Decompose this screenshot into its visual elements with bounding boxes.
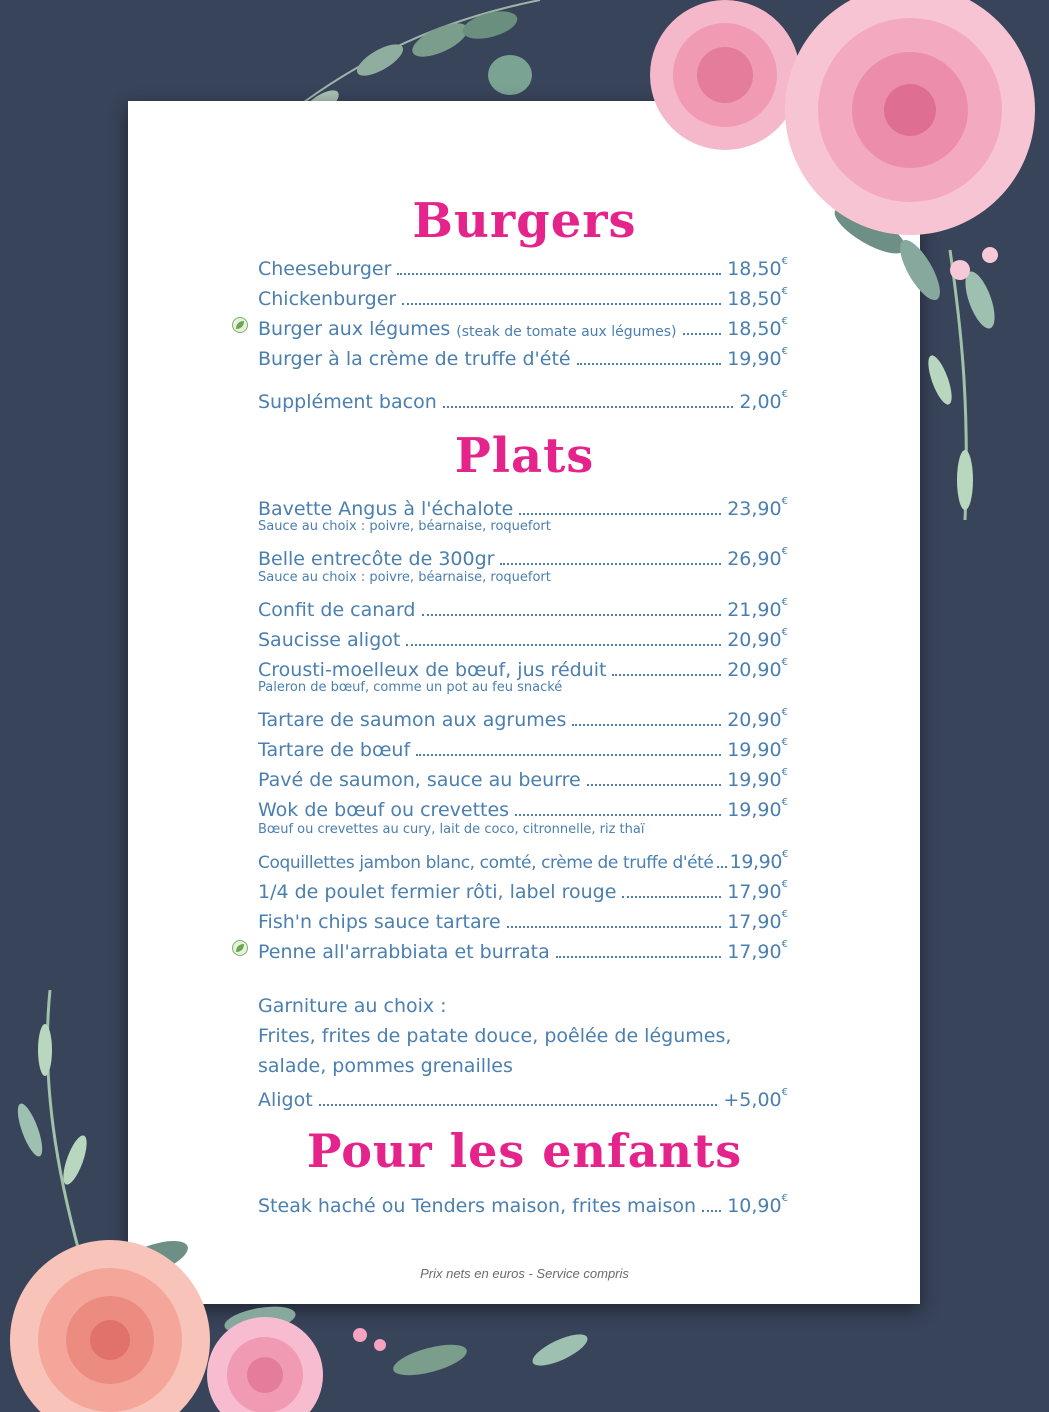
menu-item-crousti-moelleux <box>258 651 788 681</box>
menu-item-burger-legumes <box>258 310 788 340</box>
item-name: Confit de canard <box>258 599 416 621</box>
menu-item-penne <box>258 933 788 963</box>
item-price: 18,50€ <box>727 256 788 280</box>
dot-leader <box>683 333 722 335</box>
dot-leader <box>416 754 721 756</box>
item-name: Belle entrecôte de 300gr <box>258 548 495 570</box>
dot-leader <box>572 724 721 726</box>
item-price: 19,90€ <box>727 797 788 821</box>
menu-item-supplement-bacon <box>258 383 788 413</box>
menu-item-bavette <box>258 490 788 520</box>
menu-item-chickenburger <box>258 280 788 310</box>
item-name: Burger à la crème de truffe d'été <box>258 348 571 370</box>
menu-item-cheeseburger <box>258 250 788 280</box>
menu-item-tartare-boeuf <box>258 731 788 761</box>
section-title-plats: Plats <box>454 428 595 484</box>
dot-leader <box>702 1210 721 1212</box>
item-name: Crousti-moelleux de bœuf, jus réduit <box>258 659 607 681</box>
item-price: +5,00€ <box>723 1087 788 1111</box>
garniture-heading: Garniture au choix : <box>258 995 447 1017</box>
dot-leader <box>397 273 721 275</box>
item-price: 19,90€ <box>727 346 788 370</box>
item-name: Fish'n chips sauce tartare <box>258 911 501 933</box>
item-price: 20,90€ <box>727 627 788 651</box>
dot-leader <box>422 614 722 616</box>
item-name: Pavé de saumon, sauce au beurre <box>258 769 581 791</box>
item-price: 2,00€ <box>739 389 788 413</box>
footer-note: Prix nets en euros - Service compris <box>420 1266 629 1281</box>
item-name: Aligot <box>258 1089 313 1111</box>
dot-leader <box>406 644 721 646</box>
item-name: Tartare de bœuf <box>258 739 411 761</box>
menu-item-aligot <box>258 1081 788 1111</box>
item-name: Burger aux légumes <box>258 318 451 340</box>
dot-leader <box>443 406 734 408</box>
menu-item-tartare-saumon <box>258 701 788 731</box>
item-name: 1/4 de poulet fermier rôti, label rouge <box>258 881 617 903</box>
item-price: 19,90€ <box>729 849 788 873</box>
item-price: 18,50€ <box>727 286 788 310</box>
item-price: 10,90€ <box>727 1193 788 1217</box>
item-name: Supplément bacon <box>258 391 437 413</box>
dot-leader <box>515 814 721 816</box>
item-name: Coquillettes jambon blanc, comté, crème de truffe d'été <box>258 853 714 873</box>
item-price: 18,50€ <box>727 316 788 340</box>
dot-leader <box>717 866 727 868</box>
dot-leader <box>556 956 721 958</box>
menu-item-confit-canard <box>258 591 788 621</box>
menu-item-pave-saumon <box>258 761 788 791</box>
dot-leader <box>319 1104 718 1106</box>
item-price: 20,90€ <box>727 657 788 681</box>
section-title-enfants: Pour les enfants <box>306 1124 743 1178</box>
item-description: Sauce au choix : poivre, béarnaise, roquefort <box>258 519 551 534</box>
dot-leader <box>519 513 721 515</box>
garniture-line-1: Frites, frites de patate douce, poêlée de légumes, <box>258 1025 732 1047</box>
menu-item-coquillettes <box>258 843 788 873</box>
menu-item-wok <box>258 791 788 821</box>
item-name: Saucisse aligot <box>258 629 401 651</box>
menu-item-entrecote <box>258 540 788 570</box>
dot-leader <box>622 896 721 898</box>
leaf-icon <box>232 317 248 333</box>
item-name: Cheeseburger <box>258 258 392 280</box>
item-description: Sauce au choix : poivre, béarnaise, roquefort <box>258 570 551 585</box>
item-price: 17,90€ <box>727 879 788 903</box>
item-price: 23,90€ <box>727 496 788 520</box>
item-price: 26,90€ <box>727 546 788 570</box>
dot-leader <box>587 784 722 786</box>
item-price: 20,90€ <box>727 707 788 731</box>
garniture-line-2: salade, pommes grenailles <box>258 1055 513 1077</box>
menu-item-fish-chips <box>258 903 788 933</box>
menu-item-enfants <box>258 1187 788 1217</box>
item-name: Steak haché ou Tenders maison, frites maison <box>258 1195 697 1217</box>
menu-item-poulet <box>258 873 788 903</box>
section-title-burgers: Burgers <box>412 193 637 249</box>
item-name: Bavette Angus à l'échalote <box>258 498 514 520</box>
item-note: (steak de tomate aux légumes) <box>456 324 677 340</box>
item-name: Wok de bœuf ou crevettes <box>258 799 510 821</box>
dot-leader <box>500 563 721 565</box>
item-description: Paleron de bœuf, comme un pot au feu snacké <box>258 680 563 695</box>
item-name: Chickenburger <box>258 288 397 310</box>
dot-leader <box>612 674 721 676</box>
item-price: 21,90€ <box>727 597 788 621</box>
item-price: 19,90€ <box>727 737 788 761</box>
menu-item-burger-truffe <box>258 340 788 370</box>
item-description: Bœuf ou crevettes au cury, lait de coco, citronnelle, riz thaï <box>258 822 645 837</box>
item-price: 17,90€ <box>727 939 788 963</box>
leaf-icon <box>232 940 248 956</box>
item-name: Tartare de saumon aux agrumes <box>258 709 567 731</box>
dot-leader <box>577 363 722 365</box>
menu-item-saucisse-aligot <box>258 621 788 651</box>
item-price: 19,90€ <box>727 767 788 791</box>
item-price: 17,90€ <box>727 909 788 933</box>
item-name: Penne all'arrabbiata et burrata <box>258 941 550 963</box>
dot-leader <box>402 303 721 305</box>
dot-leader <box>507 926 722 928</box>
